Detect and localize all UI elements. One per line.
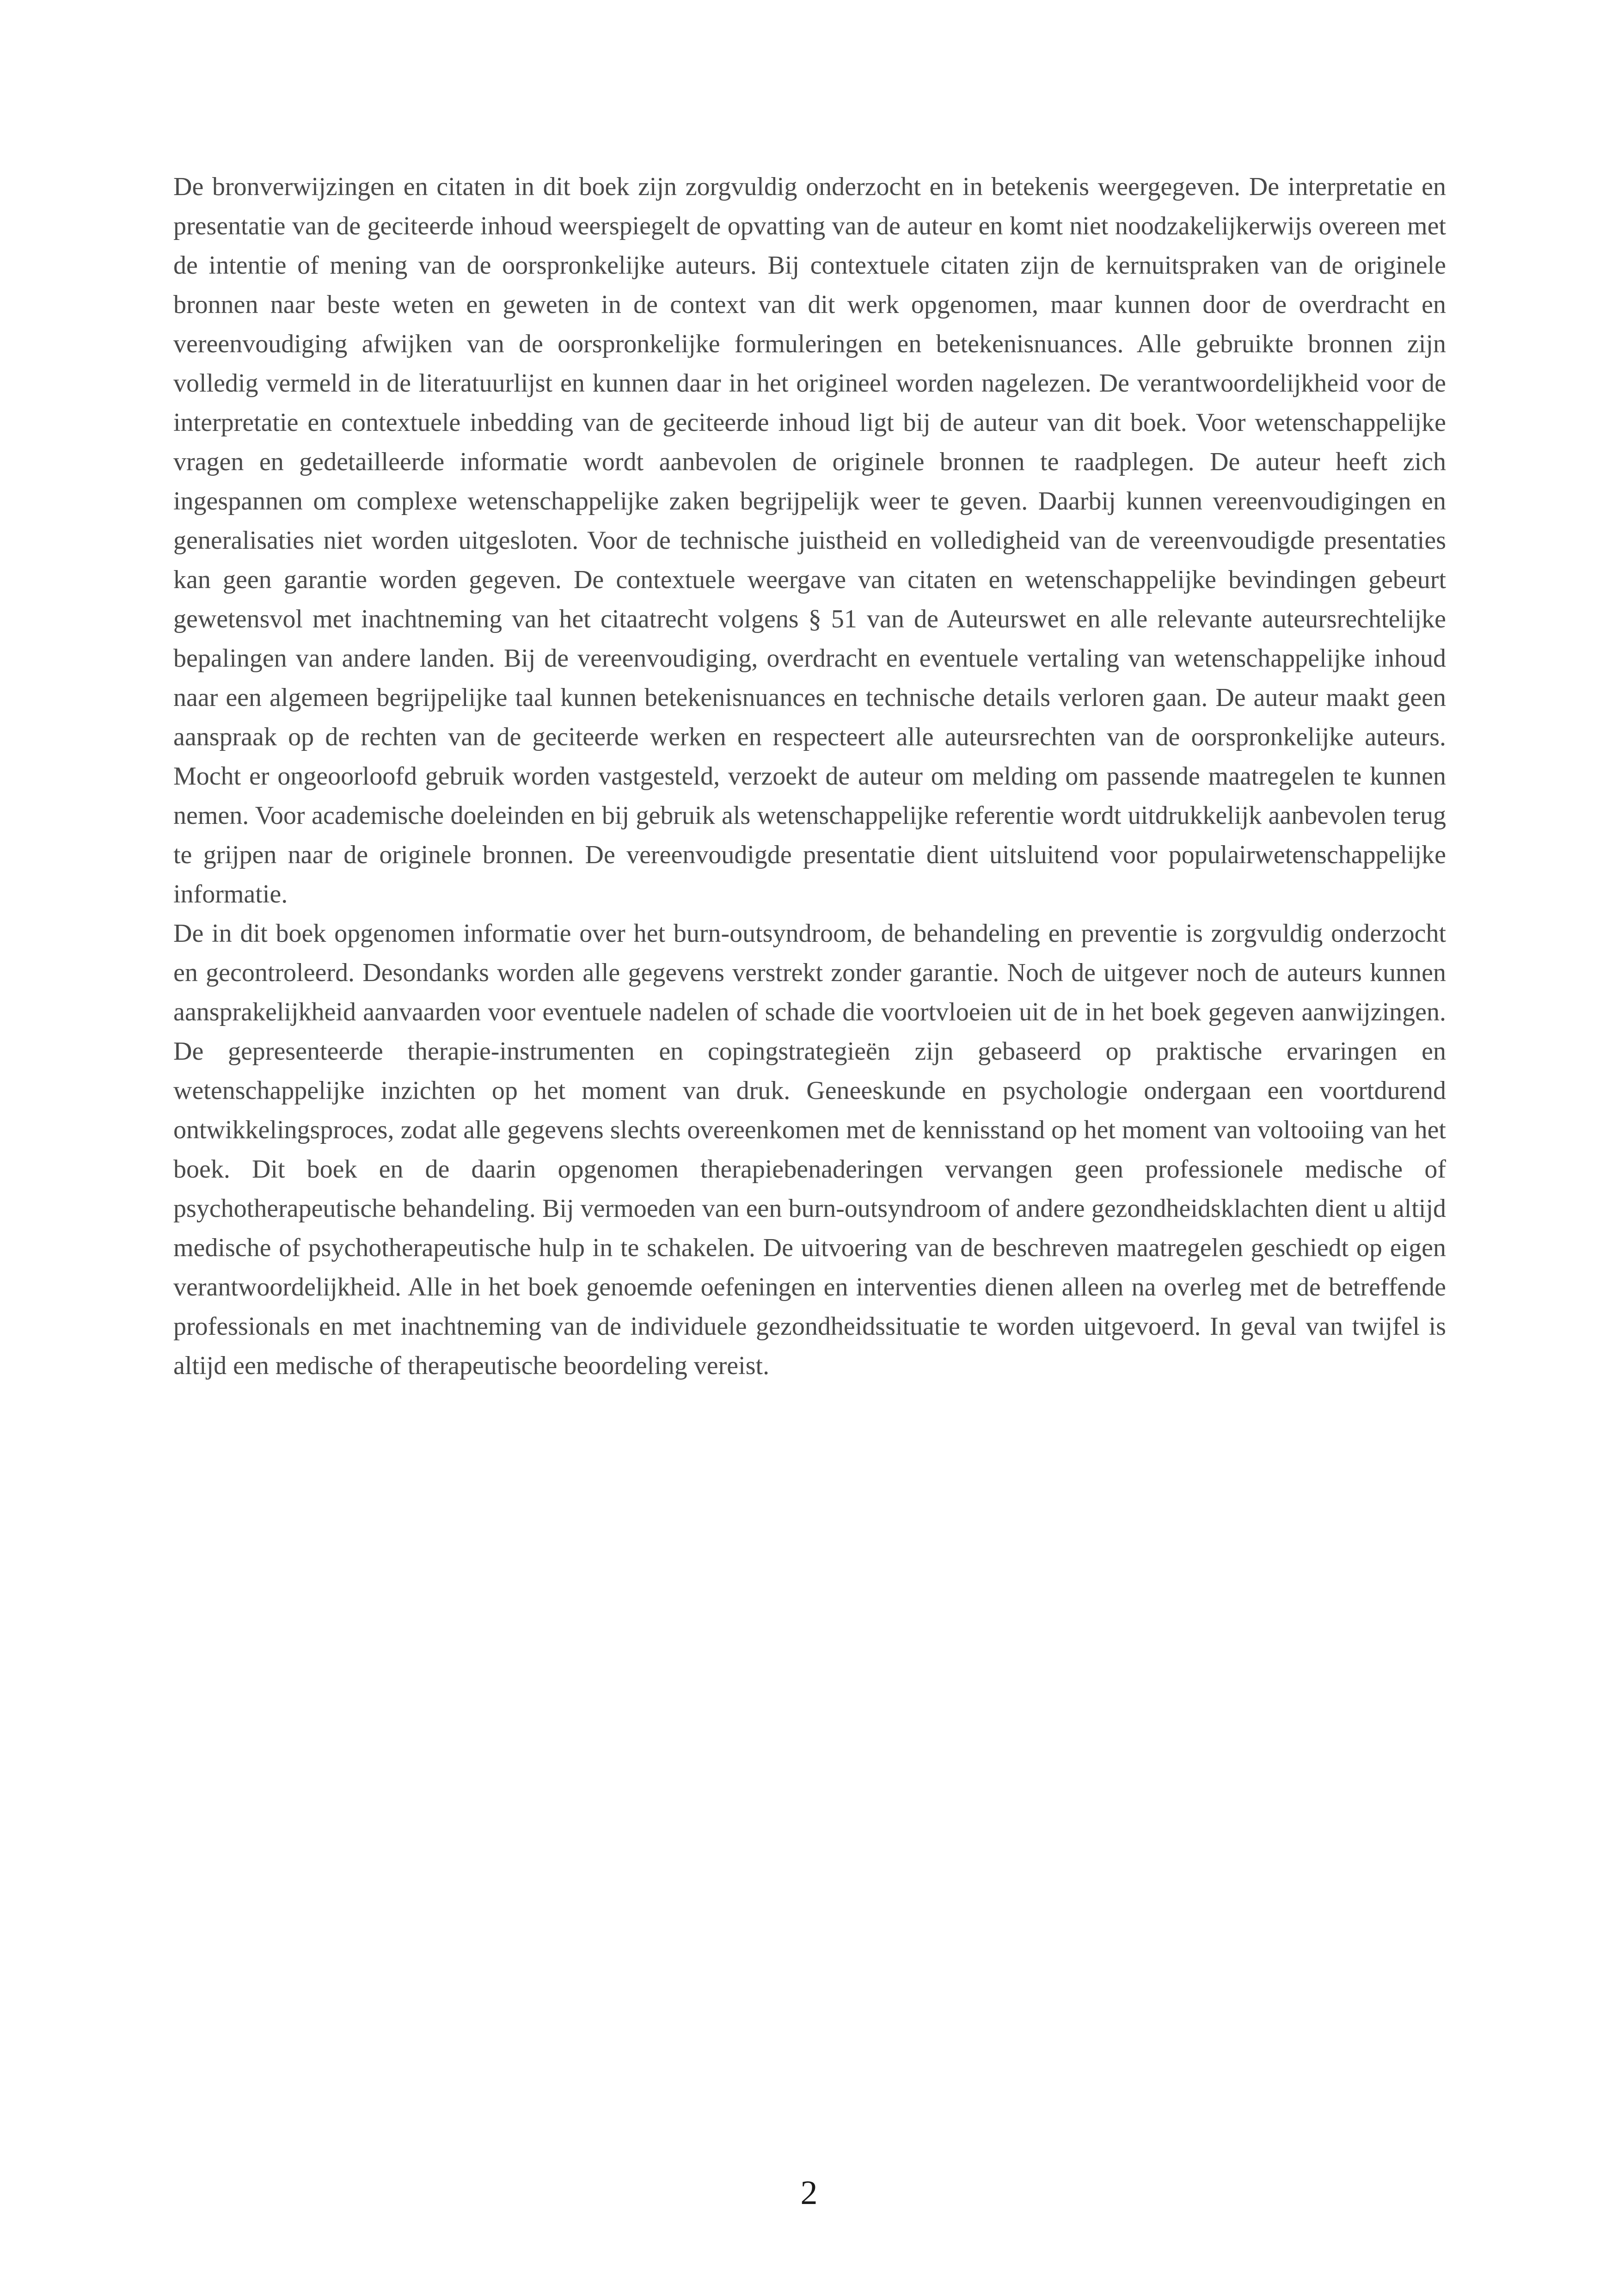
body-text: [173, 167, 1446, 1386]
page-number: 2: [800, 2174, 818, 2212]
disclaimer-paragraph-medical: De in dit boek opgenomen informatie over het burn-outsyndroom, de behandeling en preventie is zorgvuldig onderzocht en gecontroleerd. Desondanks worden alle gegevens verstrekt zonder garantie. Noch de uitgever noch de auteurs kunnen aansprakelijkheid aanvaarden voor eventuele nadelen of schade die voortvloeien uit de in het boek gegeven aanwijzingen. De gepresenteerde therapie-instrumenten en copingstrategieën zijn gebaseerd op praktische ervaringen en wetenschappelijke inzichten op het moment van druk. Geneeskunde en psychologie ondergaan een voortdurend ontwikkelingsproces, zodat alle gegevens slechts overeenkomen met de kennisstand op het moment van voltooiing van het boek. Dit boek en de daarin opgenomen therapiebenaderingen vervangen geen professionele medische of psychotherapeutische behandeling. Bij vermoeden van een burn-outsyndroom of andere gezondheidsklachten dient u altijd medische of psychotherapeutische hulp in te schakelen. De uitvoering van de beschreven maatregelen geschiedt op eigen verantwoordelijkheid. Alle in het boek genoemde oefeningen en interventies dienen alleen na overleg met de betreffende professionals en met inachtneming van de individuele gezondheidssituatie te worden uitgevoerd. In geval van twijfel is altijd een medische of therapeutische beoordeling vereist.: [173, 919, 1446, 1380]
disclaimer-paragraph-sources: De bronverwijzingen en citaten in dit boek zijn zorgvuldig onderzocht en in betekenis weergegeven. De interpretatie en presentatie van de geciteerde inhoud weerspiegelt de opvatting van de auteur en komt niet noodzakelijkerwijs overeen met de intentie of mening van de oorspronkelijke auteurs. Bij contextuele citaten zijn de kernuitspraken van de originele bronnen naar beste weten en geweten in de context van dit werk opgenomen, maar kunnen door de overdracht en vereenvoudiging afwijken van de oorspronkelijke formuleringen en betekenisnuances. Alle gebruikte bronnen zijn volledig vermeld in de literatuurlijst en kunnen daar in het origineel worden nagelezen. De verantwoordelijkheid voor de interpretatie en contextuele inbedding van de geciteerde inhoud ligt bij de auteur van dit boek. Voor wetenschappelijke vragen en gedetailleerde informatie wordt aanbevolen de originele bronnen te raadplegen. De auteur heeft zich ingespannen om complexe wetenschappelijke zaken begrijpelijk weer te geven. Daarbij kunnen vereenvoudigingen en generalisaties niet worden uitgesloten. Voor de technische juistheid en volledigheid van de vereenvoudigde presentaties kan geen garantie worden gegeven. De contextuele weergave van citaten en wetenschappelijke bevindingen gebeurt gewetensvol met inachtneming van het citaatrecht volgens § 51 van de Auteurswet en alle relevante auteursrechtelijke bepalingen van andere landen. Bij de vereenvoudiging, overdracht en eventuele vertaling van wetenschappelijke inhoud naar een algemeen begrijpelijke taal kunnen betekenisnuances en technische details verloren gaan. De auteur maakt geen aanspraak op de rechten van de geciteerde werken en respecteert alle auteursrechten van de oorspronkelijke auteurs. Mocht er ongeoorloofd gebruik worden vastgesteld, verzoekt de auteur om melding om passende maatregelen te kunnen nemen. Voor academische doeleinden en bij gebruik als wetenschappelijke referentie wordt uitdrukkelijk aanbevolen terug te grijpen naar de originele bronnen. De vereenvoudigde presentatie dient uitsluitend voor populairwetenschappelijke informatie.: [173, 172, 1446, 909]
